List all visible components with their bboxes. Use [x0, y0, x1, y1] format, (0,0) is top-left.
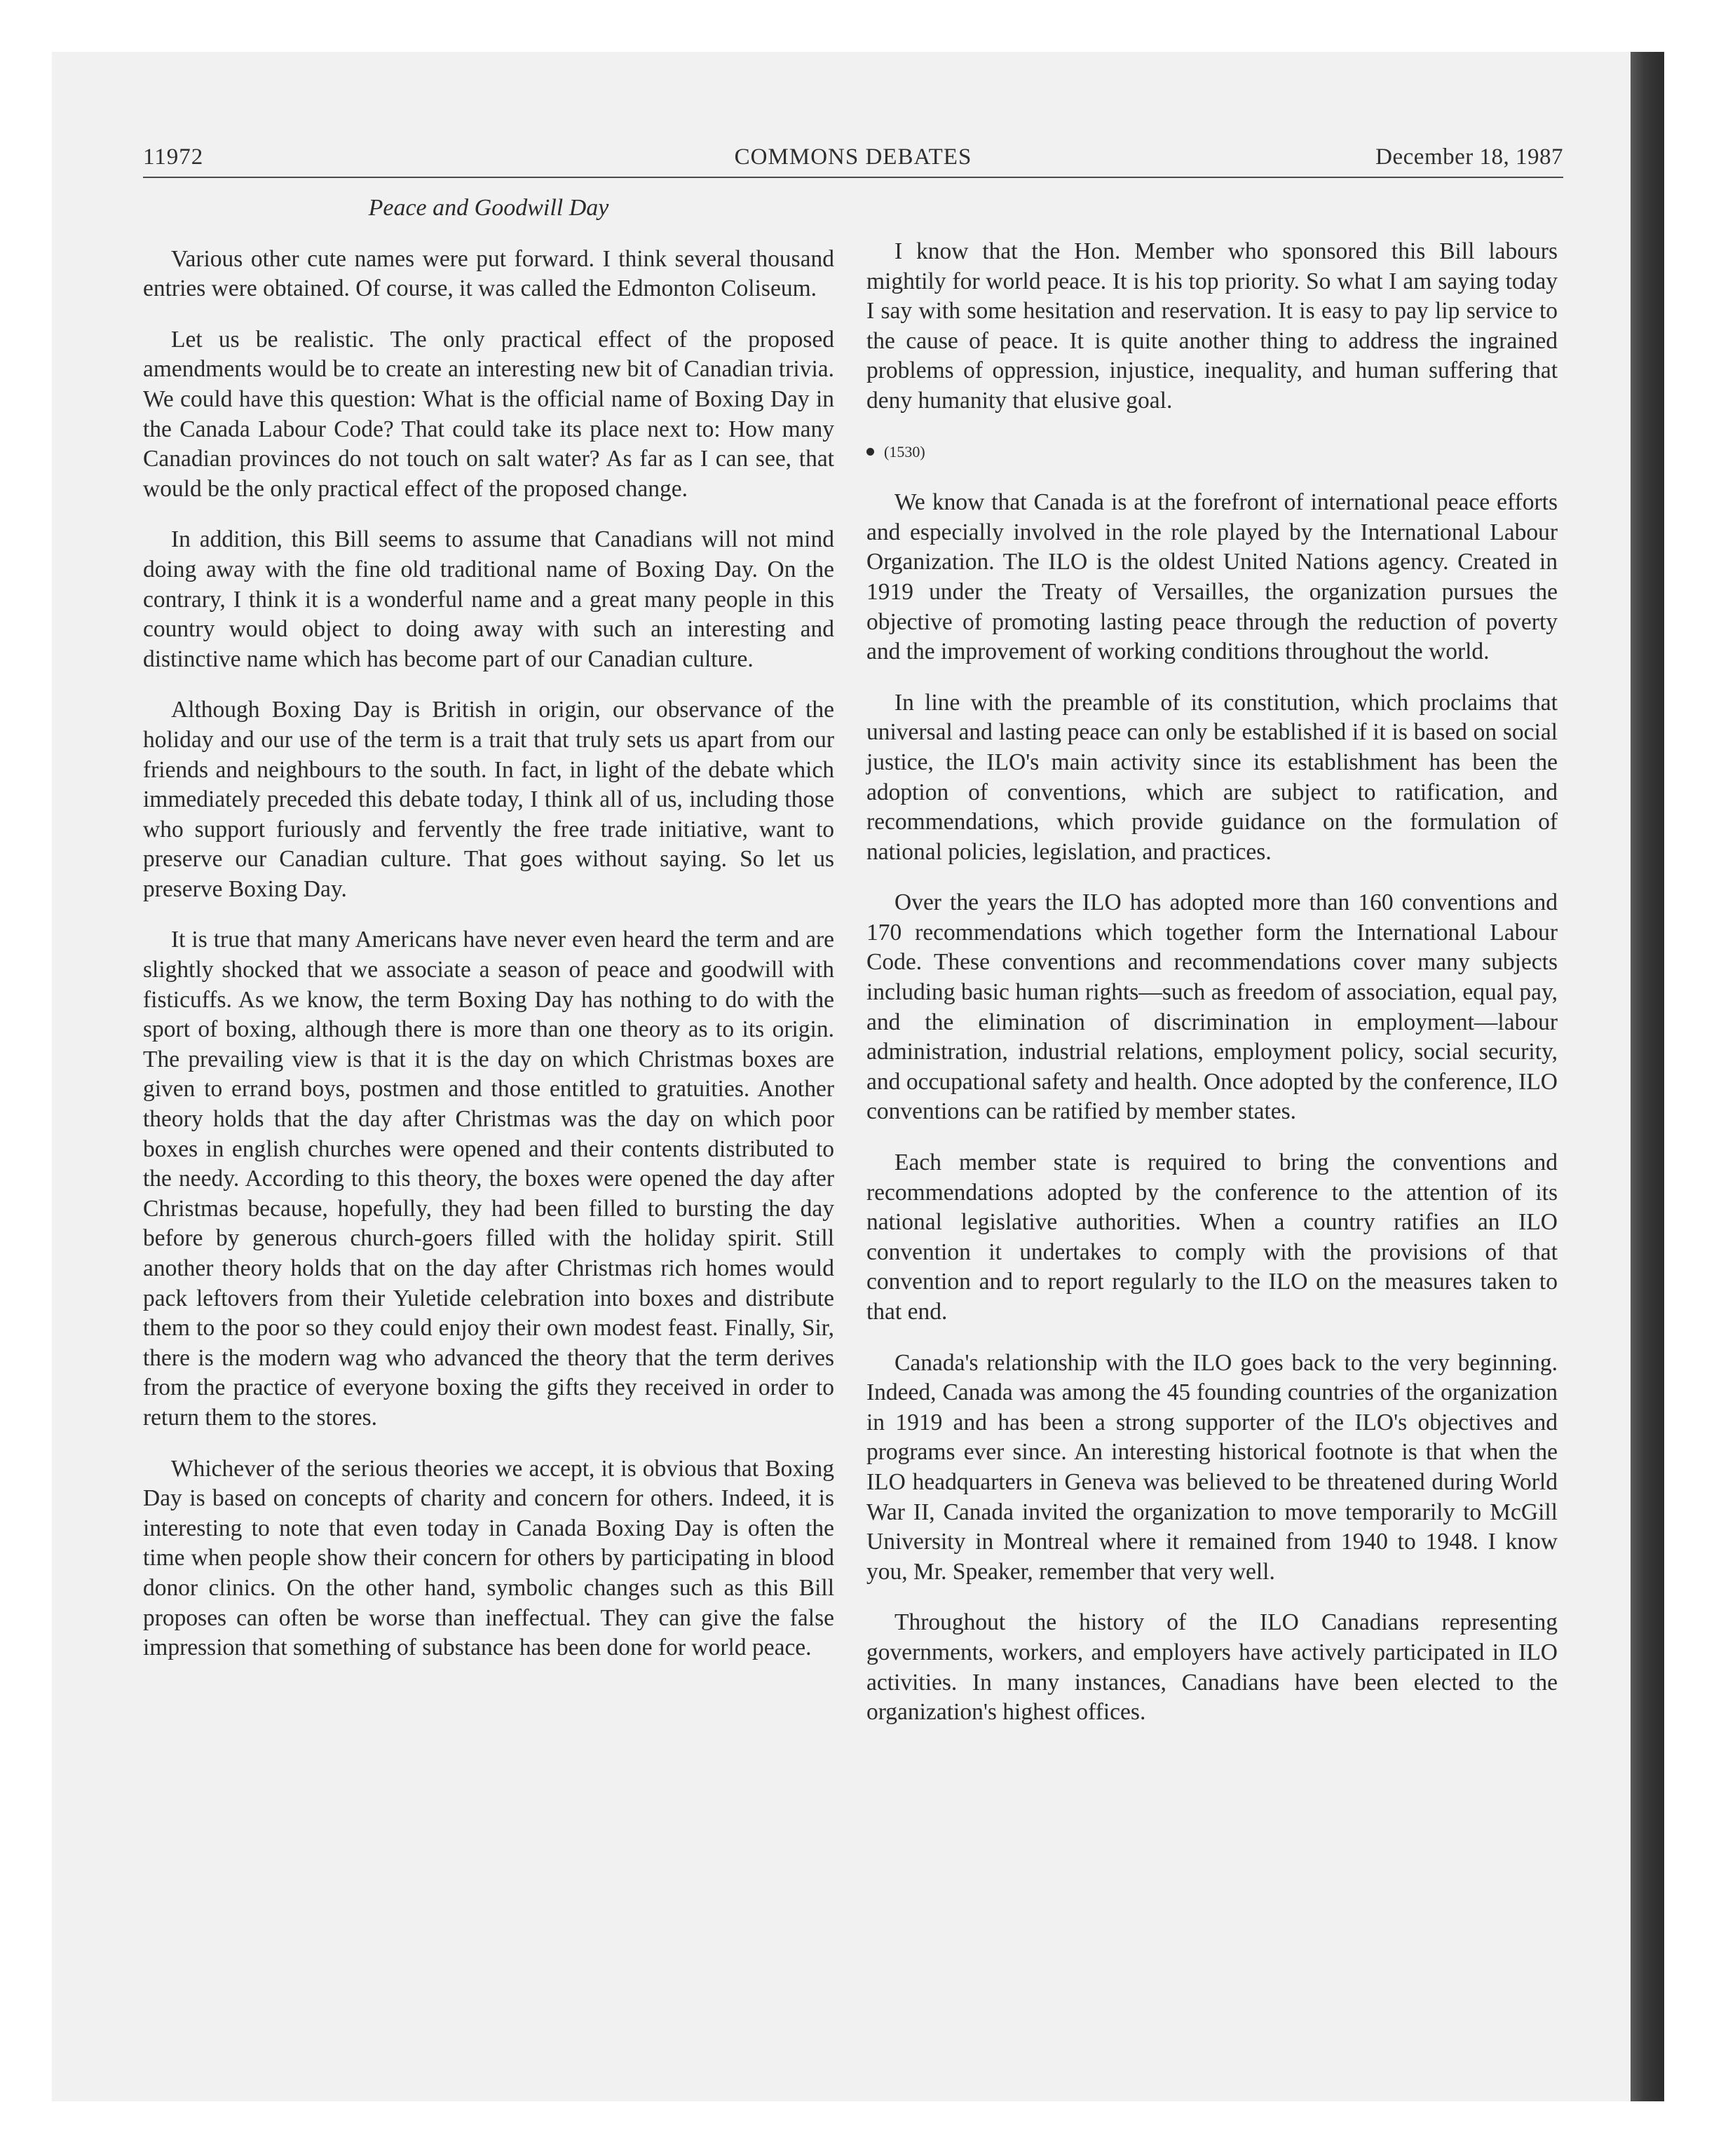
publication-title: COMMONS DEBATES	[734, 144, 972, 170]
paragraph: In addition, this Bill seems to assume that Canadians will not mind doing away with the fine old traditional name of Boxing Day. On the contrary, I think it is a wonderful name and a great many people in this country would object to doing away with such an interesting and distinctive name which has become part of our Canadian culture.	[143, 526, 834, 672]
paragraph: It is true that many Americans have never even heard the term and are slightly shocked that we associate a season of peace and goodwill with fisticuffs. As we know, the term Boxing Day has nothing to do with the sport of boxing, although there is more than one theory as to its origin. The prevailing view is that it is the day on which Christmas boxes are given to errand boys, postmen and those entitled to gratuities. Another theory holds that the day after Christmas was the day on which poor boxes in english churches were opened and their contents distributed to the needy. According to this theory, the boxes were opened the day after Christmas because, hopefully, they had been filled to bursting the day before by generous church-goers filled with the holiday spirit. Still another theory holds that on the day after Christmas rich homes would pack leftovers from their Yuletide celebration into boxes and distribute them to the poor so they could enjoy their own modest feast. Finally, Sir, there is the modern wag who advanced the theory that the term derives from the practice of everyone boxing the gifts they received in order to return them to the stores.	[143, 927, 834, 1431]
paragraph: Canada's relationship with the ILO goes back to the very beginning. Indeed, Canada was among the 45 founding countries of the organization in 1919 and has been a strong supporter of the ILO's objectives and programs ever since. An interesting historical footnote is that when the ILO headquarters in Geneva was believed to be threatened during World War II, Canada invited the organization to move temporarily to McGill University in Montreal where it remained from 1940 to 1948. I know you, Mr. Speaker, remember that very well.	[866, 1349, 1558, 1585]
paragraph: Although Boxing Day is British in origin, our observance of the holiday and our use of the term is a trait that truly sets us apart from our friends and neighbours to the south. In fact, in light of the debate which immediately preceded this debate today, I think all of us, including those who support furiously and fervently the free trade initiative, want to preserve our Canadian culture. That goes without saying. So let us preserve Boxing Day.	[143, 697, 834, 902]
page-header	[143, 144, 1563, 178]
paragraph: I know that the Hon. Member who sponsored this Bill labours mightily for world peace. It is his top priority. So what I am saying today I say with some hesitation and reservation. It is easy to pay lip service to the cause of peace. It is quite another thing to address the ingrained problems of oppression, injustice, inequality, and human suffering that deny humanity that elusive goal.	[866, 238, 1558, 414]
paragraph: Let us be realistic. The only practical effect of the proposed amendments would be to create an interesting new bit of Canadian trivia. We could have this question: What is the official name of Boxing Day in the Canada Labour Code? That could take its place next to: How many Canadian provinces do not touch on salt water? As far as I can see, that would be the only practical effect of the proposed change.	[143, 326, 834, 502]
paragraph: We know that Canada is at the forefront of international peace efforts and especially involved in the role played by the International Labour Organization. The ILO is the oldest United Nations agency. Created in 1919 under the Treaty of Versailles, the organization pursues the objective of promoting lasting peace through the reduction of poverty and the improvement of working conditions throughout the world.	[866, 489, 1558, 665]
section-subheading: Peace and Goodwill Day	[368, 195, 609, 221]
time-marker	[866, 437, 1558, 468]
paragraph: Various other cute names were put forward. I think several thousand entries were obtained. Of course, it was called the Edmonton Coliseum.	[143, 245, 834, 302]
paragraph: Each member state is required to bring the conventions and recommendations adopted by the conference to the attention of its national legislative authorities. When a country ratifies an ILO convention it undertakes to comply with the provisions of that convention and to report regularly to the ILO on the measures taken to that end.	[866, 1149, 1558, 1325]
page-number: 11972	[143, 144, 204, 170]
paragraph: Over the years the ILO has adopted more than 160 conventions and 170 recommendations which together form the International Labour Code. These conventions and recommendations cover many subjects including basic human rights—such as freedom of association, equal pay, and the elimination of discrimination in employment—labour administration, industrial relations, employment policy, social security, and occupational safety and health. Once adopted by the conference, ILO conventions can be ratified by member states.	[866, 889, 1558, 1125]
left-column	[143, 193, 834, 1684]
page-date: December 18, 1987	[1375, 144, 1563, 170]
bullet-dot-icon	[866, 448, 874, 456]
paragraph: Whichever of the serious theories we accept, it is obvious that Boxing Day is based on concepts of charity and concern for others. Indeed, it is interesting to note that even today in Canada Boxing Day is often the time when people show their concern for others by participating in blood donor clinics. On the other hand, symbolic changes such as this Bill proposes can often be worse than ineffectual. They can give the false impression that something of substance has been done for world peace.	[143, 1455, 834, 1661]
timestamp-text: (1530)	[884, 442, 925, 460]
paragraph: In line with the preamble of its constitution, which proclaims that universal and lasting peace can only be established if it is based on social justice, the ILO's main activity since its establishment has been the adoption of conventions, which are subject to ratification, and recommendations, which provide guidance on the formulation of national policies, legislation, and practices.	[866, 689, 1558, 865]
right-column	[866, 237, 1558, 1749]
paragraph: Throughout the history of the ILO Canadians representing governments, workers, and employers have actively participated in ILO activities. In many instances, Canadians have been elected to the organization's highest offices.	[866, 1609, 1558, 1726]
scan-binding-edge	[1631, 52, 1664, 2101]
